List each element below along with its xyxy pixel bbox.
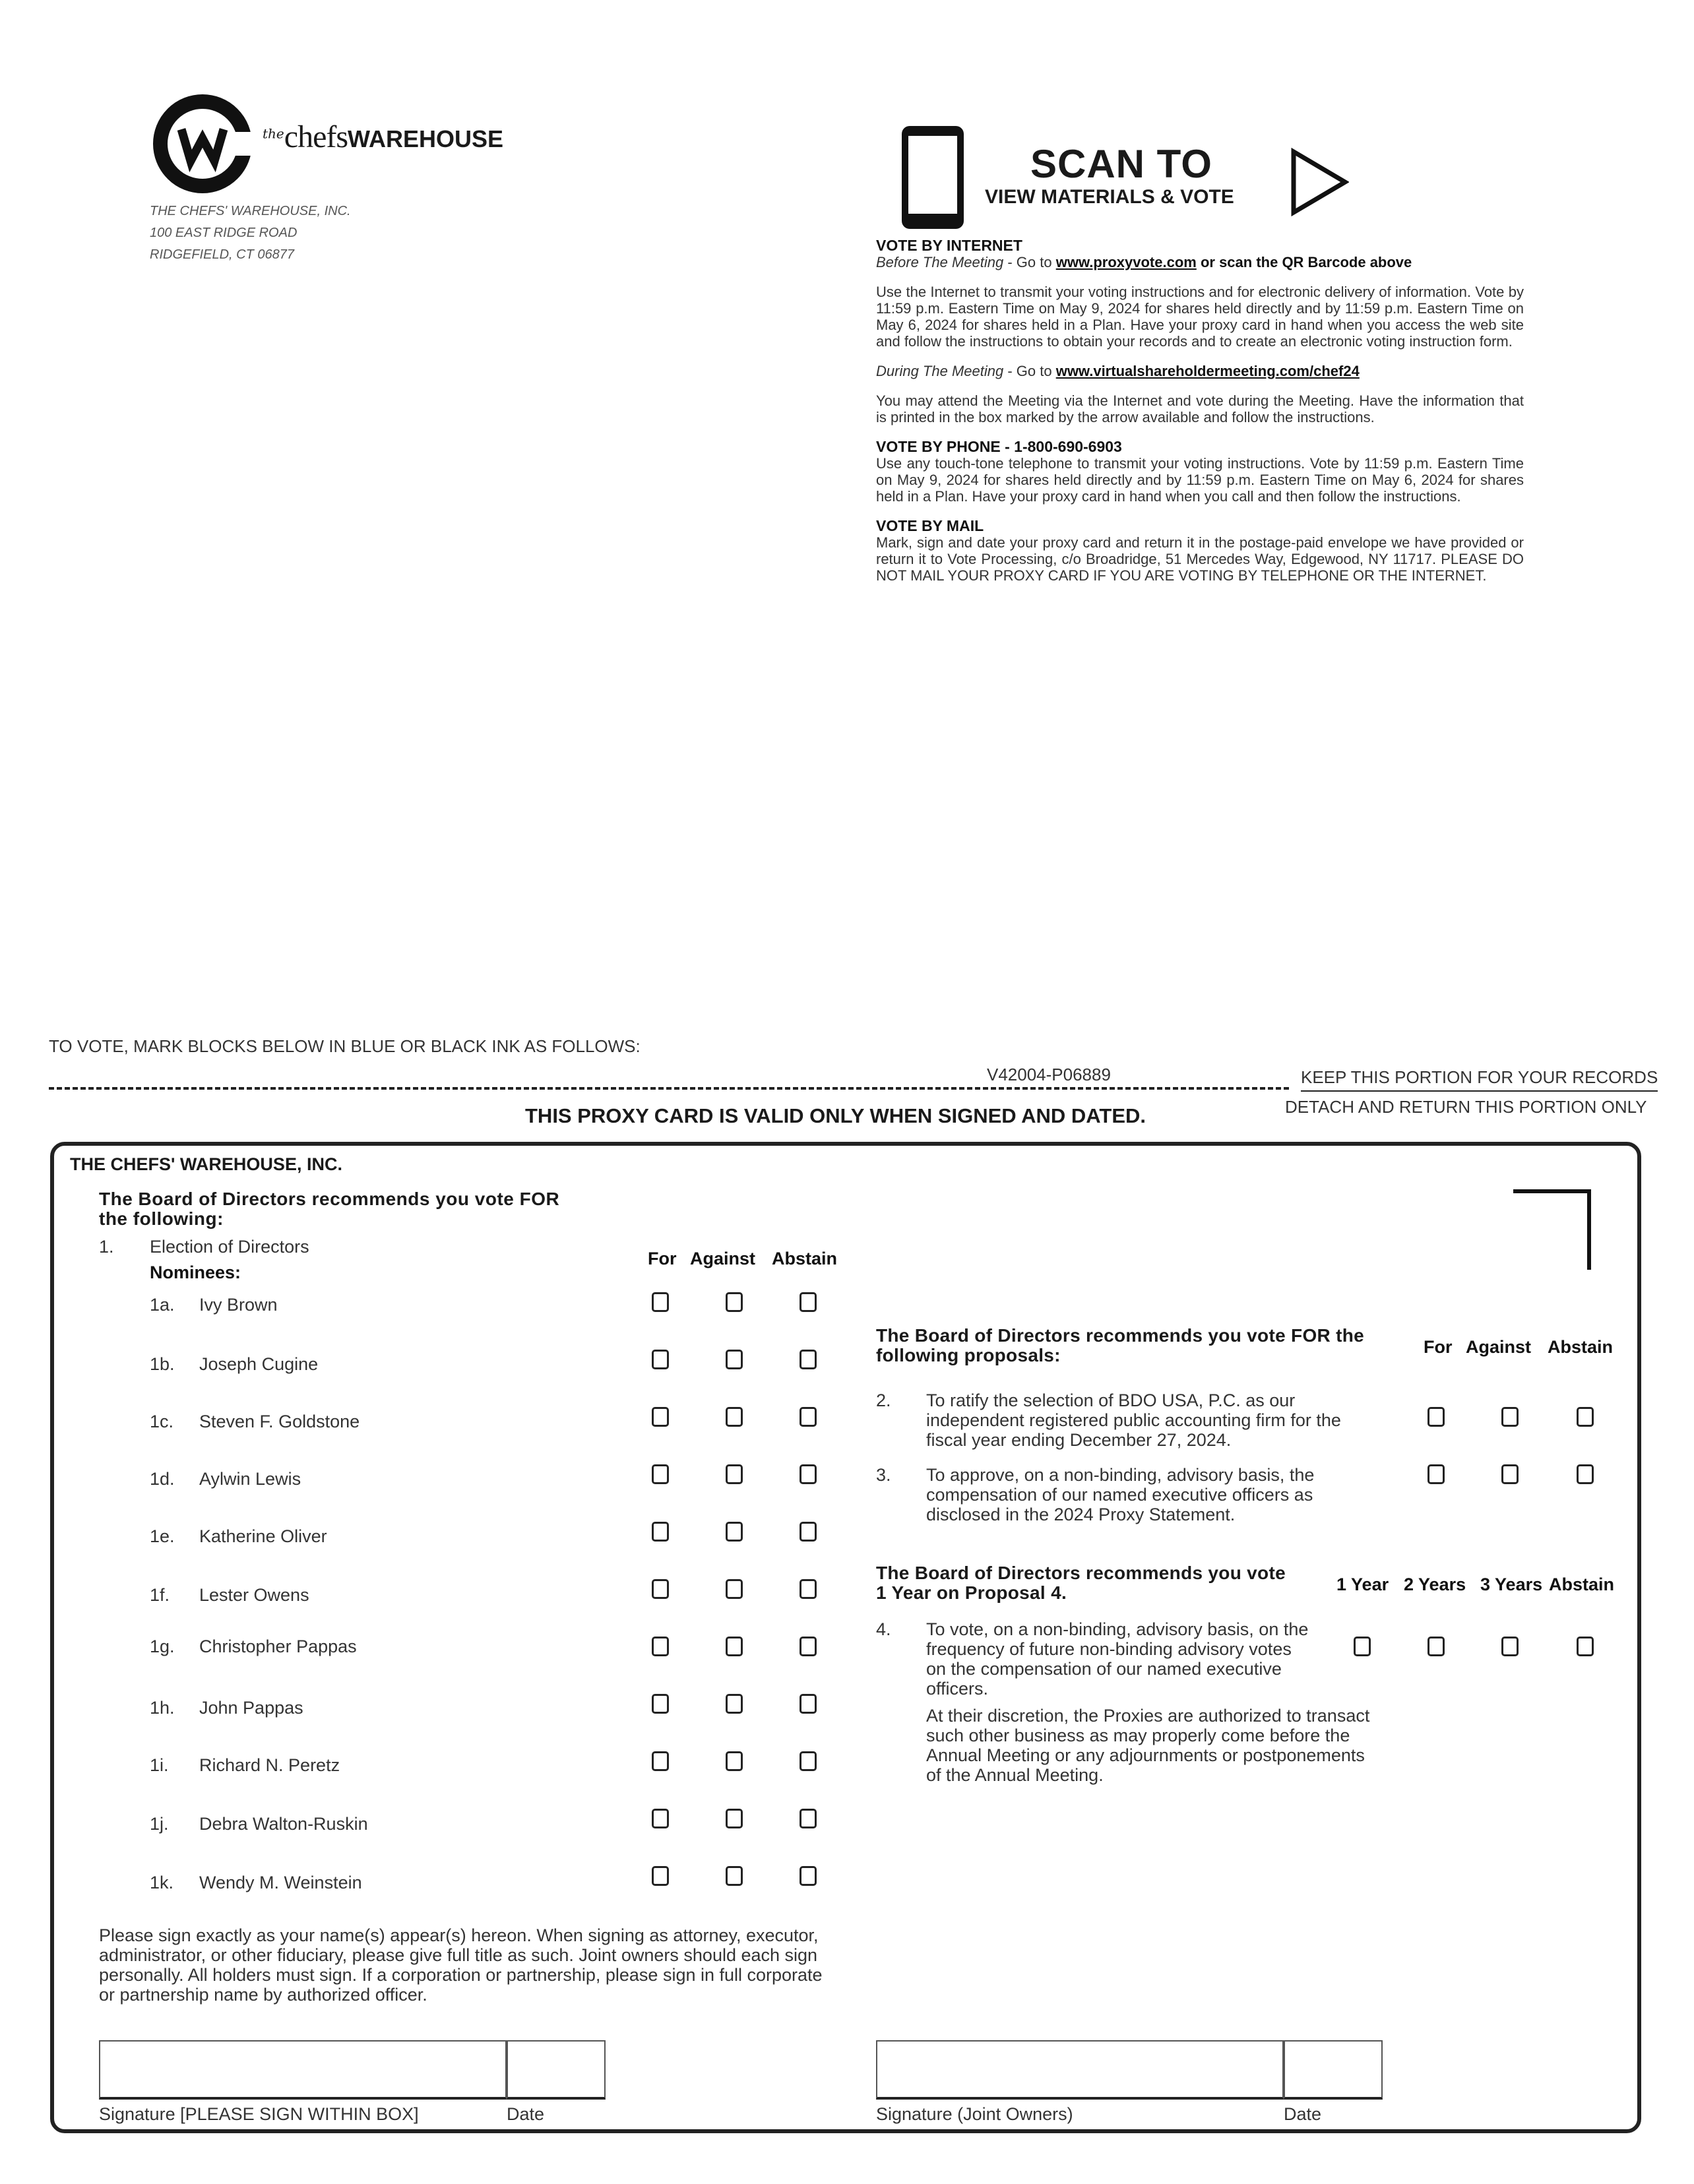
nominee-number: 1c. <box>150 1412 174 1431</box>
checkbox-1i-against[interactable] <box>726 1751 743 1771</box>
mobile-phone-icon <box>900 124 966 231</box>
signing-line: administrator, or other fiduciary, please give full title as such. Joint owners should each sign <box>99 1945 818 1965</box>
phone-body: Use any touch-tone telephone to transmit your voting instructions. Vote by 11:59 p.m. Eastern Time on May 9, 2024 for shares held directly and by 11:59 p.m. Eastern Time on May 6, 2024 for shares held in a Plan. Have your proxy card in hand when you call and then follow the instructions. <box>876 455 1524 505</box>
checkbox-1b-against[interactable] <box>726 1350 743 1369</box>
proposal4-line: To vote, on a non-binding, advisory basis, on the <box>926 1619 1309 1639</box>
proposal2-line: independent registered public accounting firm for the <box>926 1410 1341 1430</box>
address-line: THE CHEFS' WAREHOUSE, INC. <box>150 204 351 218</box>
checkbox-1d-abstain[interactable] <box>800 1464 817 1484</box>
nominees-label: Nominees: <box>150 1263 241 1282</box>
nominee-name: John Pappas <box>199 1698 303 1718</box>
header-3-years: 3 Years <box>1480 1575 1543 1594</box>
rec1-line: the following: <box>99 1208 224 1229</box>
scan-title: SCAN TO <box>1030 142 1212 186</box>
proposal3-line: To approve, on a non-binding, advisory basis, the <box>926 1465 1315 1485</box>
detach-dashed-line <box>49 1087 1289 1090</box>
control-code: V42004-P06889 <box>987 1065 1111 1084</box>
header-against-2: Against <box>1466 1337 1532 1357</box>
checkbox-1c-abstain[interactable] <box>800 1407 817 1427</box>
mark-blocks-instruction: TO VOTE, MARK BLOCKS BELOW IN BLUE OR BLACK INK AS FOLLOWS: <box>49 1036 641 1056</box>
joint-signature-box[interactable] <box>876 2040 1284 2100</box>
header-1-year: 1 Year <box>1336 1575 1389 1594</box>
nominee-number: 1g. <box>150 1637 175 1656</box>
checkbox-2-against[interactable] <box>1501 1407 1519 1427</box>
checkbox-4-3-years[interactable] <box>1501 1637 1519 1656</box>
company-logo-icon <box>150 91 255 197</box>
before-goto: - Go to <box>1003 254 1056 270</box>
proposal3-line: disclosed in the 2024 Proxy Statement. <box>926 1505 1236 1524</box>
board-recommendation-2 <box>876 1326 1364 1365</box>
signature-box[interactable] <box>99 2040 507 2100</box>
date-box[interactable] <box>507 2040 606 2100</box>
checkbox-1i-for[interactable] <box>652 1751 669 1771</box>
joint-date-box[interactable] <box>1284 2040 1383 2100</box>
checkbox-1f-against[interactable] <box>726 1579 743 1599</box>
checkbox-1j-abstain[interactable] <box>800 1809 817 1828</box>
date-label: Date <box>507 2104 545 2124</box>
discretion-line: of the Annual Meeting. <box>926 1765 1104 1785</box>
internet-heading: VOTE BY INTERNET <box>876 237 1022 254</box>
header-abstain-4: Abstain <box>1549 1575 1615 1594</box>
header-against: Against <box>690 1249 756 1268</box>
checkbox-1c-for[interactable] <box>652 1407 669 1427</box>
nominee-name: Katherine Oliver <box>199 1526 327 1546</box>
nominee-name: Christopher Pappas <box>199 1637 357 1656</box>
scan-subtitle: VIEW MATERIALS & VOTE <box>985 186 1234 208</box>
nominee-number: 1j. <box>150 1814 169 1834</box>
nominee-number: 1h. <box>150 1698 175 1718</box>
checkbox-1j-for[interactable] <box>652 1809 669 1828</box>
checkbox-1k-for[interactable] <box>652 1866 669 1886</box>
joint-signature-label: Signature (Joint Owners) <box>876 2104 1073 2124</box>
checkbox-1h-abstain[interactable] <box>800 1694 817 1714</box>
rec2-line: The Board of Directors recommends you vote FOR the <box>876 1325 1365 1346</box>
during-meeting-body: You may attend the Meeting via the Internet and vote during the Meeting. Have the information that is printed in the box marked by the arrow available and follow the instructions. <box>876 392 1524 425</box>
wordmark-the: the <box>263 125 284 142</box>
signing-line: Please sign exactly as your name(s) appear(s) hereon. When signing as attorney, executor, <box>99 1925 819 1945</box>
nominee-name: Steven F. Goldstone <box>199 1412 360 1431</box>
during-goto: - Go to <box>1003 363 1056 379</box>
proposal3-text <box>926 1465 1314 1524</box>
checkbox-1e-against[interactable] <box>726 1522 743 1542</box>
discretion-line: Annual Meeting or any adjournments or postponements <box>926 1745 1365 1765</box>
checkbox-1a-abstain[interactable] <box>800 1292 817 1312</box>
checkbox-1b-abstain[interactable] <box>800 1350 817 1369</box>
board-recommendation-3 <box>876 1563 1286 1603</box>
signing-instructions <box>99 1925 823 2005</box>
checkbox-1h-for[interactable] <box>652 1694 669 1714</box>
address-line: 100 EAST RIDGE ROAD <box>150 226 298 240</box>
nominee-number: 1a. <box>150 1295 175 1315</box>
checkbox-3-abstain[interactable] <box>1577 1464 1594 1484</box>
checkbox-1g-for[interactable] <box>652 1637 669 1656</box>
card-company-name: THE CHEFS' WAREHOUSE, INC. <box>70 1154 342 1174</box>
checkbox-1g-against[interactable] <box>726 1637 743 1656</box>
header-2-years: 2 Years <box>1404 1575 1466 1594</box>
checkbox-1b-for[interactable] <box>652 1350 669 1369</box>
joint-date-label: Date <box>1284 2104 1322 2124</box>
checkbox-1d-against[interactable] <box>726 1464 743 1484</box>
nominee-name: Joseph Cugine <box>199 1354 319 1374</box>
checkbox-2-for[interactable] <box>1427 1407 1445 1427</box>
nominee-number: 1e. <box>150 1526 175 1546</box>
during-meeting-label: During The Meeting <box>876 363 1004 379</box>
checkbox-1h-against[interactable] <box>726 1694 743 1714</box>
before-meeting-line <box>876 254 1524 270</box>
proxyvote-link[interactable]: www.proxyvote.com <box>1055 254 1197 270</box>
company-address <box>150 201 351 266</box>
mail-heading: VOTE BY MAIL <box>876 517 984 534</box>
discretion-text <box>926 1706 1369 1785</box>
company-wordmark <box>263 119 503 155</box>
signing-line: or partnership name by authorized officer. <box>99 1985 427 2005</box>
nominee-number: 1i. <box>150 1755 169 1775</box>
voting-instructions <box>876 237 1524 597</box>
valid-notice: THIS PROXY CARD IS VALID ONLY WHEN SIGNED AND DATED. <box>525 1104 1146 1127</box>
rec3-line: The Board of Directors recommends you vote <box>876 1563 1286 1583</box>
virtual-meeting-link[interactable]: www.virtualshareholdermeeting.com/chef24 <box>1055 363 1360 379</box>
address-line: RIDGEFIELD, CT 06877 <box>150 247 294 262</box>
proposal4-line: frequency of future non-binding advisory votes <box>926 1639 1292 1659</box>
signature-label: Signature [PLEASE SIGN WITHIN BOX] <box>99 2104 419 2124</box>
checkbox-1j-against[interactable] <box>726 1809 743 1828</box>
proposal4-text <box>926 1619 1308 1699</box>
proposal4-line: on the compensation of our named executive <box>926 1659 1282 1679</box>
nominee-number: 1k. <box>150 1873 174 1892</box>
checkbox-1f-for[interactable] <box>652 1579 669 1599</box>
signing-line: personally. All holders must sign. If a corporation or partnership, please sign in full corporate <box>99 1965 823 1985</box>
proposal2-text <box>926 1390 1341 1450</box>
checkbox-1a-against[interactable] <box>726 1292 743 1312</box>
proposal2-line: To ratify the selection of BDO USA, P.C. as our <box>926 1390 1296 1410</box>
nominee-name: Debra Walton-Ruskin <box>199 1814 368 1834</box>
proposal3-number: 3. <box>876 1465 891 1485</box>
nominee-number: 1b. <box>150 1354 175 1374</box>
item1-label: Election of Directors <box>150 1237 309 1257</box>
detach-portion-label: DETACH AND RETURN THIS PORTION ONLY <box>1285 1097 1647 1117</box>
checkbox-1e-for[interactable] <box>652 1522 669 1542</box>
during-meeting-line <box>876 363 1524 379</box>
play-arrow-icon <box>1290 148 1349 216</box>
checkbox-1k-abstain[interactable] <box>800 1866 817 1886</box>
nominee-name: Richard N. Peretz <box>199 1755 340 1775</box>
nominee-name: Ivy Brown <box>199 1295 278 1315</box>
rec3-line: 1 Year on Proposal 4. <box>876 1582 1067 1603</box>
checkbox-1a-for[interactable] <box>652 1292 669 1312</box>
checkbox-4-abstain[interactable] <box>1577 1637 1594 1656</box>
checkbox-1c-against[interactable] <box>726 1407 743 1427</box>
checkbox-1f-abstain[interactable] <box>800 1579 817 1599</box>
phone-heading: VOTE BY PHONE - 1-800-690-6903 <box>876 438 1122 455</box>
header-abstain: Abstain <box>772 1249 838 1268</box>
discretion-line: At their discretion, the Proxies are authorized to transact <box>926 1706 1370 1726</box>
checkbox-1i-abstain[interactable] <box>800 1751 817 1771</box>
nominee-name: Lester Owens <box>199 1585 309 1605</box>
checkbox-1e-abstain[interactable] <box>800 1522 817 1542</box>
discretion-line: such other business as may properly come before the <box>926 1726 1350 1745</box>
checkbox-4-1-year[interactable] <box>1354 1637 1371 1656</box>
before-meeting-label: Before The Meeting <box>876 254 1004 270</box>
nominee-number: 1f. <box>150 1585 170 1605</box>
checkbox-3-against[interactable] <box>1501 1464 1519 1484</box>
nominee-name: Wendy M. Weinstein <box>199 1873 362 1892</box>
before-meeting-tail: or scan the QR Barcode above <box>1196 254 1412 270</box>
checkbox-4-2-years[interactable] <box>1427 1637 1445 1656</box>
nominee-number: 1d. <box>150 1469 175 1489</box>
proposal3-line: compensation of our named executive officers as <box>926 1485 1313 1505</box>
checkbox-1g-abstain[interactable] <box>800 1637 817 1656</box>
rec1-line: The Board of Directors recommends you vote FOR <box>99 1189 560 1209</box>
proposal4-line: officers. <box>926 1679 989 1699</box>
checkbox-1d-for[interactable] <box>652 1464 669 1484</box>
header-abstain-2: Abstain <box>1548 1337 1614 1357</box>
proposal2-number: 2. <box>876 1390 891 1410</box>
proposal2-line: fiscal year ending December 27, 2024. <box>926 1430 1232 1450</box>
rec2-line: following proposals: <box>876 1345 1061 1365</box>
wordmark-chefs: chefs <box>284 119 348 154</box>
checkbox-3-for[interactable] <box>1427 1464 1445 1484</box>
checkbox-2-abstain[interactable] <box>1577 1407 1594 1427</box>
checkbox-1k-against[interactable] <box>726 1866 743 1886</box>
header-for-2: For <box>1424 1337 1453 1357</box>
proposal4-number: 4. <box>876 1619 891 1639</box>
wordmark-warehouse: WAREHOUSE <box>348 125 504 152</box>
header-for: For <box>648 1249 677 1268</box>
internet-body: Use the Internet to transmit your voting instructions and for electronic delivery of information. Vote by 11:59 p.m. Eastern Time on May 9, 2024 for shares held directly and by 11:59 p.m. Eastern Time on May 6, 2024 for shares held in a Plan. Have your proxy card in hand when you access the web site and follow the instructions to obtain your records and to create an electronic voting instruction form. <box>876 284 1524 350</box>
board-recommendation-1 <box>99 1189 559 1229</box>
item1-number: 1. <box>99 1237 114 1257</box>
nominee-name: Aylwin Lewis <box>199 1469 301 1489</box>
mail-body: Mark, sign and date your proxy card and return it in the postage-paid envelope we have provided or return it to Vote Processing, c/o Broadridge, 51 Mercedes Way, Edgewood, NY 11717. PLEASE DO NOT MAIL YOUR PROXY CARD IF YOU ARE VOTING BY TELEPHONE OR THE INTERNET. <box>876 534 1524 584</box>
corner-mark-icon <box>1513 1189 1591 1270</box>
keep-portion-label: KEEP THIS PORTION FOR YOUR RECORDS <box>1301 1067 1658 1092</box>
